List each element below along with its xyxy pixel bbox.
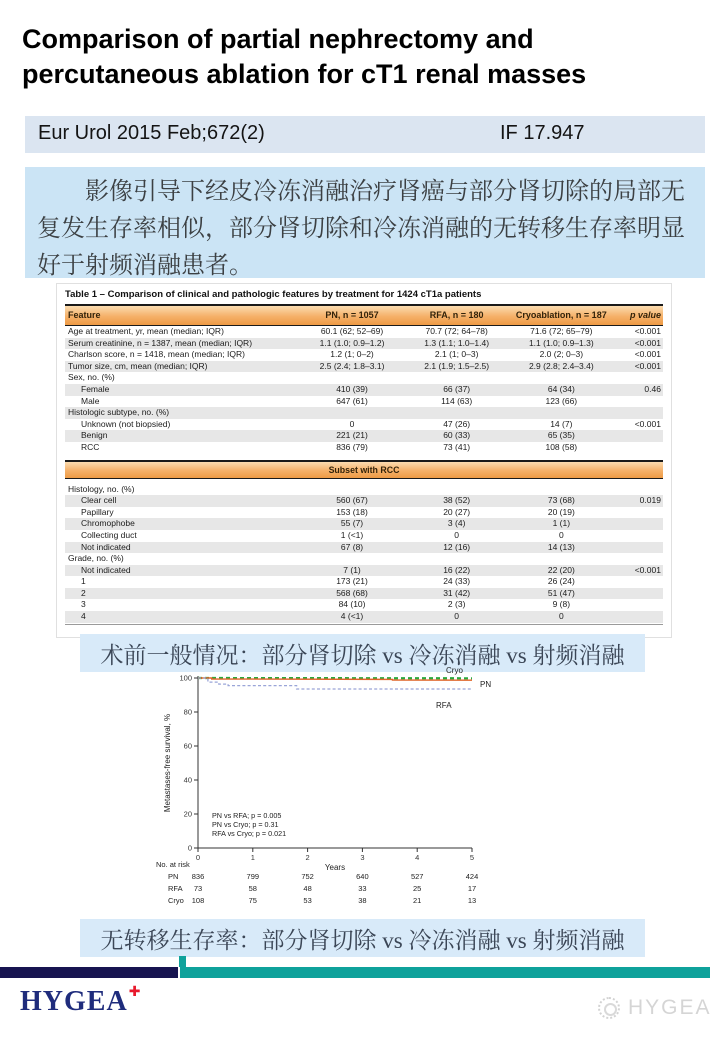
table-row: Age at treatment, yr, mean (median; IQR) 60.1 (62; 52–69) 70.7 (72; 64–78) 71.6 (72; 65–79) <0.001 <box>68 326 661 336</box>
svg-text:25: 25 <box>413 884 422 893</box>
svg-text:75: 75 <box>248 896 257 905</box>
table-body <box>65 326 663 623</box>
table-row: 4 4 (<1) 0 0 <box>65 611 663 623</box>
footer-bar-navy <box>0 967 178 978</box>
summary-text-cn: 影像引导下经皮冷冻消融治疗肾癌与部分肾切除的局部无复发生存率相似，部分肾切除和冷冻消融的无转移生存率明显好于射频消融患者。 <box>37 179 685 279</box>
table-row: 2 568 (68) 31 (42) 51 (47) <box>65 588 663 600</box>
svg-text:4: 4 <box>415 853 420 862</box>
svg-text:53: 53 <box>303 896 312 905</box>
svg-text:2: 2 <box>305 853 310 862</box>
col-pn: PN, n = 1057 <box>325 310 379 320</box>
svg-text:RFA: RFA <box>168 884 183 893</box>
svg-text:Cryo: Cryo <box>446 666 463 675</box>
hygea-watermark <box>598 996 712 1020</box>
table-row: Sex, no. (%) <box>68 372 115 383</box>
svg-text:33: 33 <box>358 884 367 893</box>
svg-text:20: 20 <box>183 809 192 819</box>
caption-survival-bar <box>80 919 645 957</box>
svg-text:0: 0 <box>195 853 201 862</box>
table-caption: Table 1 – Comparison of clinical and pathologic features by treatment for 1424 cT1a patients <box>65 289 482 300</box>
footer-bar-notch <box>179 956 186 967</box>
svg-text:40: 40 <box>183 775 192 785</box>
svg-text:21: 21 <box>413 896 422 905</box>
table-header-row <box>65 304 663 326</box>
svg-text:3: 3 <box>360 853 365 862</box>
red-cross-icon: ✚ <box>128 984 142 1000</box>
table-row: Unknown (not biopsied) 0 47 (26) 14 (7) <0.001 <box>81 418 661 429</box>
svg-text:PN: PN <box>168 872 179 881</box>
svg-text:640: 640 <box>356 872 369 881</box>
table-row: Histologic subtype, no. (%) <box>65 407 663 419</box>
page-title <box>22 22 682 92</box>
svg-text:Years: Years <box>324 863 346 872</box>
svg-text:752: 752 <box>301 872 314 881</box>
citation-bar <box>25 116 705 153</box>
svg-text:RFA: RFA <box>436 701 452 710</box>
table-row: Grade, no. (%) <box>68 553 124 564</box>
svg-text:1: 1 <box>250 853 255 862</box>
col-rfa: RFA, n = 180 <box>429 310 484 320</box>
table-banner: Subset with RCC <box>65 460 663 479</box>
title-line2: percutaneous ablation for cT1 renal masses <box>22 59 587 89</box>
caption-preop-text: 术前一般情况：部分肾切除 vs 冷冻消融 vs 射频消融 <box>100 642 625 668</box>
svg-text:17: 17 <box>467 884 477 893</box>
table-row: Benign 221 (21) 60 (33) 65 (35) <box>65 430 663 442</box>
svg-text:PN vs RFA; p = 0.005: PN vs RFA; p = 0.005 <box>212 811 282 820</box>
svg-text:100: 100 <box>179 673 192 683</box>
svg-text:RFA vs Cryo; p = 0.021: RFA vs Cryo; p = 0.021 <box>212 829 287 838</box>
caption-survival-text: 无转移生存率：部分肾切除 vs 冷冻消融 vs 射频消融 <box>100 927 625 953</box>
journal-citation: Eur Urol 2015 Feb;672(2) <box>38 122 265 144</box>
table-row: Charlson score, n = 1418, mean (median; IQR) 1.2 (1; 0–2) 2.1 (1; 0–3) 2.0 (2; 0–3) <0.001 <box>68 349 661 360</box>
table-row: Tumor size, cm, mean (median; IQR) 2.5 (2.4; 1.8–3.1) 2.1 (1.9; 1.5–2.5) 2.9 (2.8; 2.4–3.4) <0.001 <box>65 361 663 373</box>
table-row: Papillary 153 (18) 20 (27) 20 (19) <box>81 506 575 517</box>
svg-text:0: 0 <box>187 843 192 853</box>
svg-text:48: 48 <box>303 884 312 893</box>
table-row: Not indicated 67 (8) 12 (16) 14 (13) <box>65 542 663 554</box>
svg-text:Cryo: Cryo <box>168 896 184 905</box>
watermark-text: HYGEA <box>628 996 712 1019</box>
svg-text:No. at risk: No. at risk <box>156 860 190 869</box>
svg-text:799: 799 <box>246 872 260 881</box>
hygea-logo-text: HYGEA <box>20 986 128 1017</box>
svg-text:58: 58 <box>248 884 257 893</box>
svg-text:5: 5 <box>469 853 475 862</box>
svg-text:38: 38 <box>358 896 367 905</box>
col-cryo: Cryoablation, n = 187 <box>515 310 607 320</box>
title-line1: Comparison of partial nephrectomy and <box>22 24 534 54</box>
footer-bar-teal <box>180 967 710 978</box>
svg-text:PN vs Cryo; p = 0.31: PN vs Cryo; p = 0.31 <box>212 820 279 829</box>
km-chart <box>150 665 580 915</box>
svg-text:13: 13 <box>467 896 477 905</box>
table-row: Not indicated 7 (1) 16 (22) 22 (20) <0.001 <box>65 565 663 577</box>
watermark-circle-icon <box>598 997 620 1019</box>
table-row: 3 84 (10) 2 (3) 9 (8) <box>81 599 571 610</box>
table-row: Chromophobe 55 (7) 3 (4) 1 (1) <box>65 518 663 530</box>
svg-text:Metastases-free survival, %: Metastases-free survival, % <box>163 713 172 813</box>
svg-text:73: 73 <box>193 884 203 893</box>
table-row: Serum creatinine, n = 1387, mean (median; IQR) 1.1 (1.0; 0.9–1.2) 1.3 (1.1; 1.0–1.4) 1.1 (1.0; 0.9–1.3) <0.001 <box>65 338 663 350</box>
summary-block <box>25 167 705 278</box>
table-row: Male 647 (61) 114 (63) 123 (66) <box>81 395 578 406</box>
col-pvalue: p value <box>629 310 661 320</box>
col-feature: Feature <box>68 310 101 320</box>
table-row: RCC 836 (79) 73 (41) 108 (58) <box>81 441 578 452</box>
svg-text:424: 424 <box>465 872 479 881</box>
svg-text:PN: PN <box>480 680 492 689</box>
table-bottom-rule <box>65 624 663 625</box>
svg-text:108: 108 <box>191 896 205 905</box>
table-row: Female 410 (39) 66 (37) 64 (34) 0.46 <box>65 384 663 396</box>
table1 <box>56 283 672 638</box>
svg-text:60: 60 <box>183 741 192 751</box>
impact-factor: IF 17.947 <box>500 122 585 144</box>
table-row: Collecting duct 1 (<1) 0 0 <box>81 529 564 540</box>
table-row: 1 173 (21) 24 (33) 26 (24) <box>81 576 575 587</box>
table-row: Clear cell 560 (67) 38 (52) 73 (68) 0.019 <box>65 495 663 507</box>
svg-text:836: 836 <box>191 872 205 881</box>
svg-text:80: 80 <box>183 707 192 717</box>
table-row: Histology, no. (%) <box>68 483 135 494</box>
svg-text:527: 527 <box>410 872 424 881</box>
hygea-logo <box>20 984 141 1018</box>
